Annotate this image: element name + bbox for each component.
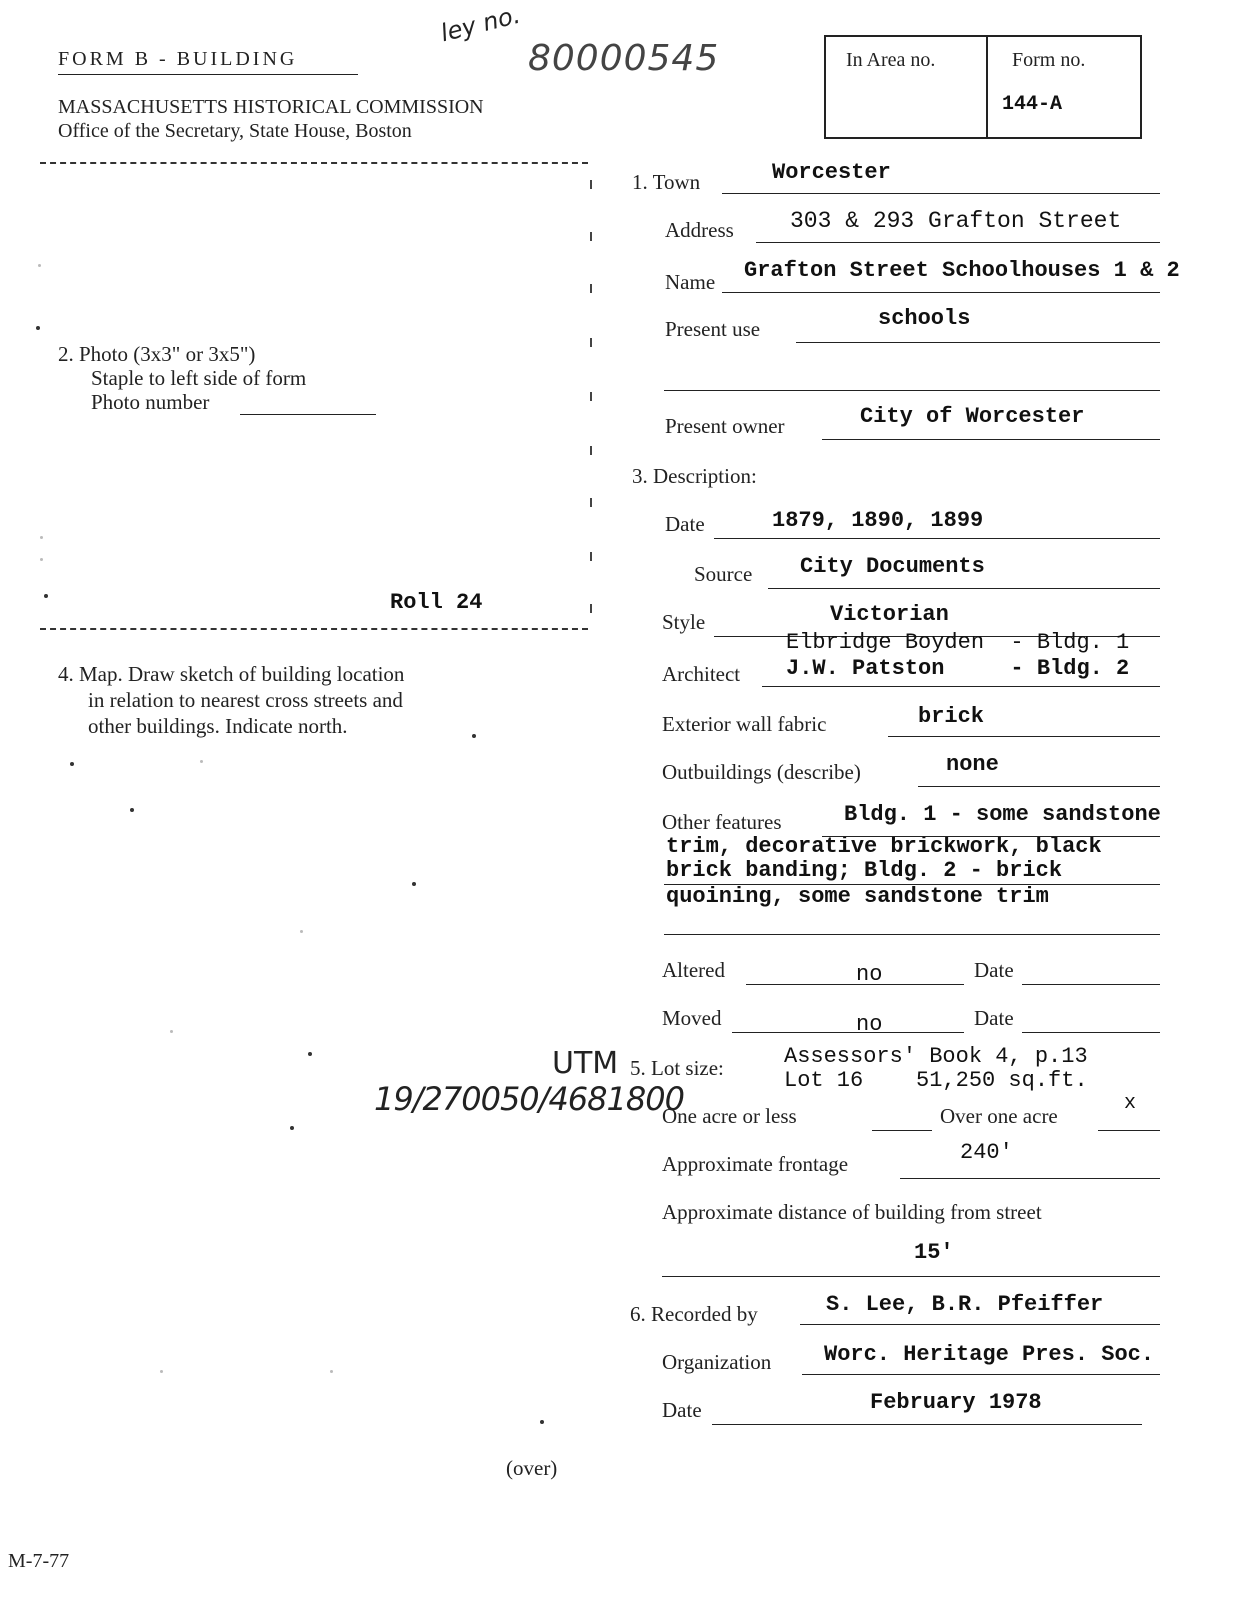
- scan-speck: [38, 264, 41, 267]
- other-features-line-1: Bldg. 1 - some sandstone: [844, 802, 1161, 827]
- moved-date-label: Date: [974, 1006, 1014, 1030]
- distance-label: Approximate distance of building from street: [662, 1200, 1042, 1224]
- lot-size-label: 5. Lot size:: [630, 1056, 724, 1080]
- photo-section-title: 2. Photo (3x3" or 3x5"): [58, 342, 256, 366]
- frontage-value: 240': [960, 1140, 1013, 1165]
- town-label: 1. Town: [632, 170, 701, 194]
- source-line: [768, 588, 1160, 589]
- over-acre-line: [1098, 1130, 1160, 1131]
- present-use-line: [796, 342, 1160, 343]
- recorded-by-value: S. Lee, B.R. Pfeiffer: [826, 1292, 1104, 1317]
- scan-speck: [300, 930, 303, 933]
- form-title-underline: [58, 74, 358, 75]
- moved-value: no: [856, 1012, 883, 1037]
- source-label: Source: [694, 562, 753, 586]
- distance-value: 15': [914, 1240, 954, 1265]
- column-tick: [590, 338, 592, 347]
- form-title: FORM B - BUILDING: [58, 48, 298, 70]
- address-value: 303 & 293 Grafton Street: [790, 208, 1122, 234]
- record-date-value: February 1978: [870, 1390, 1042, 1415]
- other-features-extra-line: [664, 884, 1160, 885]
- description-label: 3. Description:: [632, 464, 757, 488]
- form-no-value: 144-A: [1002, 93, 1063, 116]
- scan-speck: [540, 1420, 544, 1424]
- frontage-line: [900, 1178, 1160, 1179]
- recorded-by-label: 6. Recorded by: [630, 1302, 758, 1326]
- scan-speck: [472, 734, 476, 738]
- roll-number: Roll 24: [390, 590, 483, 615]
- scan-speck: [330, 1370, 333, 1373]
- photo-number-label: Photo number: [91, 390, 210, 414]
- moved-line: [732, 1032, 964, 1033]
- column-tick: [590, 552, 592, 561]
- source-value: City Documents: [800, 554, 985, 579]
- scan-speck: [36, 326, 40, 330]
- date-label: Date: [665, 512, 705, 536]
- map-instructions-line-2: in relation to nearest cross streets and: [88, 688, 403, 712]
- scan-speck: [290, 1126, 294, 1130]
- scan-speck: [70, 762, 74, 766]
- record-date-line: [712, 1424, 1142, 1425]
- wall-fabric-label: Exterior wall fabric: [662, 712, 827, 736]
- other-features-line-2: trim, decorative brickwork, black: [666, 834, 1102, 859]
- scan-speck: [130, 808, 134, 812]
- handwritten-ref-label: ley no.: [437, 0, 523, 48]
- commission-name: MASSACHUSETTS HISTORICAL COMMISSION: [58, 96, 484, 118]
- name-label: Name: [665, 270, 716, 294]
- altered-date-label: Date: [974, 958, 1014, 982]
- date-value: 1879, 1890, 1899: [772, 508, 984, 533]
- altered-date-line: [1022, 984, 1160, 985]
- column-tick: [590, 498, 592, 507]
- office-address: Office of the Secretary, State House, Boston: [58, 120, 412, 142]
- utm-label: UTM: [552, 1046, 619, 1081]
- top-dashed-divider: [40, 162, 588, 164]
- form-no-label: Form no.: [1012, 49, 1086, 71]
- altered-value: no: [856, 962, 883, 987]
- wall-fabric-line: [888, 736, 1160, 737]
- scan-speck: [200, 760, 203, 763]
- one-acre-label: One acre or less: [662, 1104, 797, 1128]
- column-tick: [590, 392, 592, 401]
- outbuildings-label: Outbuildings (describe): [662, 760, 861, 784]
- outbuildings-line: [918, 786, 1160, 787]
- handwritten-ref-number: 80000545: [528, 38, 720, 79]
- other-features-extra-line: [664, 934, 1160, 935]
- over-note: (over): [506, 1456, 558, 1480]
- scan-speck: [160, 1370, 163, 1373]
- present-use-extra-line: [664, 390, 1160, 391]
- altered-line: [746, 984, 964, 985]
- other-features-line: [822, 836, 1160, 837]
- over-acre-mark: x: [1124, 1092, 1137, 1115]
- town-line: [722, 193, 1160, 194]
- organization-value: Worc. Heritage Pres. Soc.: [824, 1342, 1155, 1367]
- column-tick: [590, 604, 592, 613]
- photo-map-dashed-divider: [40, 628, 588, 630]
- altered-label: Altered: [662, 958, 725, 982]
- name-value: Grafton Street Schoolhouses 1 & 2: [744, 258, 1180, 283]
- architect-line: [762, 686, 1160, 687]
- record-date-label: Date: [662, 1398, 702, 1422]
- name-line: [722, 292, 1160, 293]
- outbuildings-value: none: [946, 752, 999, 777]
- architect-label: Architect: [662, 662, 741, 686]
- present-owner-value: City of Worcester: [860, 404, 1085, 429]
- column-tick: [590, 232, 592, 241]
- over-acre-label: Over one acre: [940, 1104, 1058, 1128]
- present-use-value: schools: [878, 306, 971, 331]
- photo-instructions: Staple to left side of form: [91, 366, 307, 390]
- present-use-label: Present use: [665, 317, 761, 341]
- one-acre-line: [872, 1130, 932, 1131]
- area-form-box: [824, 35, 1142, 139]
- style-label: Style: [662, 610, 706, 634]
- column-tick: [590, 446, 592, 455]
- lot-size-line-1: Assessors' Book 4, p.13: [784, 1044, 1088, 1069]
- scan-speck: [412, 882, 416, 886]
- map-instructions-line-1: 4. Map. Draw sketch of building location: [58, 662, 405, 686]
- frontage-label: Approximate frontage: [662, 1152, 849, 1176]
- organization-line: [802, 1374, 1160, 1375]
- scan-speck: [44, 594, 48, 598]
- map-instructions-line-3: other buildings. Indicate north.: [88, 714, 348, 738]
- architect-line-2: J.W. Patston - Bldg. 2: [786, 656, 1130, 681]
- form-code: M-7-77: [8, 1550, 70, 1572]
- address-line: [756, 242, 1160, 243]
- architect-line-1: Elbridge Boyden - Bldg. 1: [786, 630, 1130, 655]
- address-label: Address: [665, 218, 734, 242]
- other-features-line-4: quoining, some sandstone trim: [666, 884, 1049, 909]
- wall-fabric-value: brick: [918, 704, 985, 729]
- column-tick: [590, 180, 592, 189]
- organization-label: Organization: [662, 1350, 772, 1374]
- present-owner-line: [822, 439, 1160, 440]
- utm-coordinates: 19/270050/4681800: [374, 1080, 684, 1118]
- lot-size-line-2: Lot 16 51,250 sq.ft.: [784, 1068, 1088, 1093]
- style-value: Victorian: [830, 602, 949, 627]
- distance-line: [662, 1276, 1160, 1277]
- moved-label: Moved: [662, 1006, 722, 1030]
- scan-speck: [40, 536, 43, 539]
- date-line: [714, 538, 1160, 539]
- box-divider: [986, 37, 988, 137]
- scan-speck: [170, 1030, 173, 1033]
- other-features-line-3: brick banding; Bldg. 2 - brick: [666, 858, 1063, 883]
- town-value: Worcester: [772, 160, 891, 185]
- area-no-label: In Area no.: [846, 49, 936, 71]
- photo-number-line: [240, 414, 376, 415]
- other-features-label: Other features: [662, 810, 782, 834]
- scan-speck: [40, 558, 43, 561]
- moved-date-line: [1022, 1032, 1160, 1033]
- column-tick: [590, 284, 592, 293]
- scan-speck: [308, 1052, 312, 1056]
- recorded-by-line: [800, 1324, 1160, 1325]
- present-owner-label: Present owner: [665, 414, 785, 438]
